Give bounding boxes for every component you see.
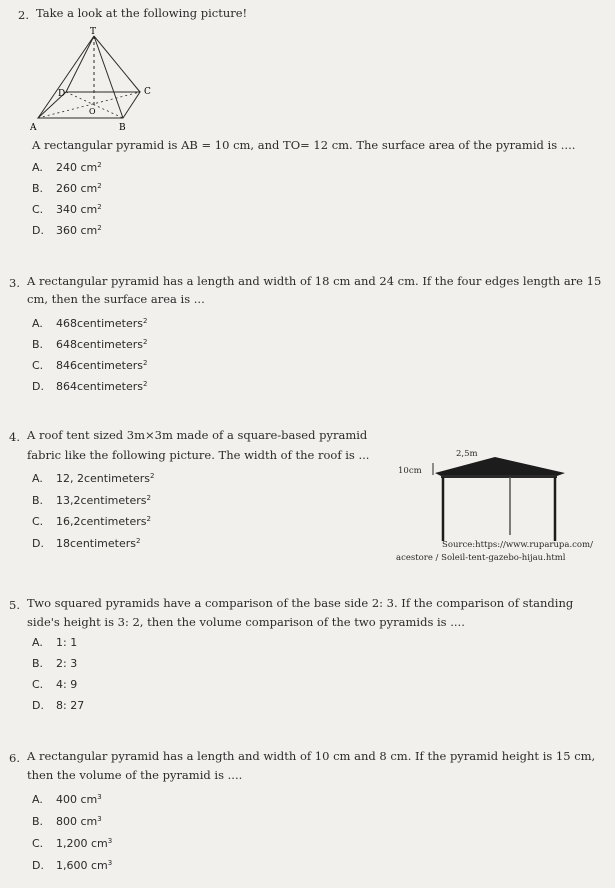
option-a[interactable] <box>32 636 77 649</box>
option-letter: A. <box>32 793 43 806</box>
option-value: 240 cm <box>56 161 98 174</box>
option-d[interactable] <box>32 537 140 550</box>
option-letter: B. <box>32 338 44 351</box>
option-unit-power: 2 <box>97 203 102 211</box>
question-stem-line1: A roof tent sized 3m×3m made of a square-based pyramid <box>27 428 368 442</box>
option-unit-power: 3 <box>107 837 113 845</box>
question-stem-line2: fabric like the following picture. The width of the roof is ... <box>27 448 370 462</box>
option-value: 1,200 cm <box>56 837 108 850</box>
edge-tb <box>94 36 123 118</box>
option-a[interactable] <box>32 161 102 174</box>
figure-source-line2: acestore / Soleil-tent-gazebo-hijau.html <box>396 553 566 563</box>
option-a[interactable] <box>32 793 102 806</box>
edge-tc <box>94 36 140 92</box>
option-unit-power: 2 <box>97 224 102 232</box>
label-o: O <box>89 107 96 116</box>
option-letter: B. <box>32 815 44 828</box>
option-value: 12, 2centimeters <box>56 472 150 485</box>
figure-source-line1: Source:https://www.ruparupa.com/ <box>442 540 593 550</box>
label-d: D <box>58 89 66 99</box>
question-number: 2. <box>18 8 29 22</box>
question-number: 4. <box>9 430 20 444</box>
question-stem-line2: side's height is 3: 2, then the volume comparison of the two pyramids is .... <box>27 615 465 629</box>
option-d[interactable] <box>32 859 112 872</box>
option-letter: A. <box>32 317 43 330</box>
option-unit-power: 2 <box>142 317 148 325</box>
option-unit-power: 2 <box>142 380 148 388</box>
option-unit-power: 2 <box>146 494 151 502</box>
option-unit-power: 2 <box>97 161 102 169</box>
question-number: 5. <box>9 598 20 612</box>
option-letter: B. <box>32 494 44 507</box>
option-unit-power: 3 <box>107 859 113 867</box>
option-letter: C. <box>32 359 44 372</box>
option-c[interactable] <box>32 515 151 528</box>
option-d[interactable] <box>32 224 102 237</box>
option-value: 260 cm <box>56 182 98 195</box>
option-value: 400 cm <box>56 793 98 806</box>
question-stem-line1: Two squared pyramids have a comparison of the base side 2: 3. If the comparison of standing <box>27 596 574 610</box>
option-value: 16,2centimeters <box>56 515 147 528</box>
label-b: B <box>119 123 126 133</box>
option-letter: B. <box>32 657 44 670</box>
question-number: 6. <box>9 751 20 765</box>
tent-valance <box>441 475 557 478</box>
option-unit-power: 2 <box>135 537 141 545</box>
option-unit-power: 3 <box>97 793 102 801</box>
pyramid-figure <box>28 26 178 136</box>
option-c[interactable] <box>32 837 112 850</box>
option-value: 18centimeters <box>56 537 136 550</box>
question-stem: A rectangular pyramid is AB = 10 cm, and TO= 12 cm. The surface area of the pyramid is .... <box>32 138 576 152</box>
option-a[interactable] <box>32 317 147 330</box>
option-letter: D. <box>32 224 44 237</box>
option-letter: A. <box>32 472 43 485</box>
option-letter: D. <box>32 380 44 393</box>
question-number: 3. <box>9 276 20 290</box>
option-unit-power: 2 <box>142 359 148 367</box>
tent-height-label: 10cm <box>398 466 422 476</box>
option-unit-power: 2 <box>97 182 102 190</box>
tent-roof <box>435 457 565 476</box>
option-value: 8: 27 <box>56 699 85 712</box>
option-b[interactable] <box>32 494 151 507</box>
question-stem-line1: A rectangular pyramid has a length and width of 18 cm and 24 cm. If the four edges length are 15 <box>27 274 602 288</box>
option-value: 360 cm <box>56 224 98 237</box>
option-unit-power: 3 <box>97 815 102 823</box>
label-c: C <box>144 87 151 97</box>
tent-figure <box>425 455 565 545</box>
option-letter: C. <box>32 515 44 528</box>
option-unit-power: 2 <box>142 338 148 346</box>
option-value: 4: 9 <box>56 678 78 691</box>
option-value: 1,600 cm <box>56 859 108 872</box>
option-letter: C. <box>32 837 44 850</box>
label-t: T <box>90 27 97 37</box>
option-letter: D. <box>32 859 44 872</box>
question-stem-line2: then the volume of the pyramid is .... <box>27 768 243 782</box>
option-unit-power: 2 <box>149 472 155 480</box>
option-value: 864centimeters <box>56 380 143 393</box>
option-value: 1: 1 <box>56 636 78 649</box>
option-letter: C. <box>32 678 44 691</box>
option-d[interactable] <box>32 699 84 712</box>
option-d[interactable] <box>32 380 147 393</box>
option-b[interactable] <box>32 657 77 670</box>
option-letter: D. <box>32 537 44 550</box>
option-letter: A. <box>32 161 43 174</box>
option-letter: B. <box>32 182 44 195</box>
option-value: 648centimeters <box>56 338 143 351</box>
option-value: 340 cm <box>56 203 98 216</box>
option-c[interactable] <box>32 359 147 372</box>
option-letter: C. <box>32 203 44 216</box>
option-a[interactable] <box>32 472 154 485</box>
option-c[interactable] <box>32 203 102 216</box>
option-value: 800 cm <box>56 815 98 828</box>
option-value: 2: 3 <box>56 657 78 670</box>
option-b[interactable] <box>32 182 102 195</box>
option-b[interactable] <box>32 338 147 351</box>
option-letter: A. <box>32 636 43 649</box>
edge-ta <box>38 36 94 118</box>
option-value: 13,2centimeters <box>56 494 147 507</box>
question-stem-line2: cm, then the surface area is ... <box>27 292 205 306</box>
option-letter: D. <box>32 699 44 712</box>
option-b[interactable] <box>32 815 102 828</box>
tent-width-label: 2,5m <box>456 449 478 459</box>
option-value: 846centimeters <box>56 359 143 372</box>
label-a: A <box>30 123 37 133</box>
edge-td <box>66 36 94 92</box>
option-unit-power: 2 <box>146 515 151 523</box>
question-intro: Take a look at the following picture! <box>36 6 248 20</box>
option-value: 468centimeters <box>56 317 143 330</box>
option-c[interactable] <box>32 678 77 691</box>
question-stem-line1: A rectangular pyramid has a length and width of 10 cm and 8 cm. If the pyramid height is 15 cm, <box>27 749 596 763</box>
